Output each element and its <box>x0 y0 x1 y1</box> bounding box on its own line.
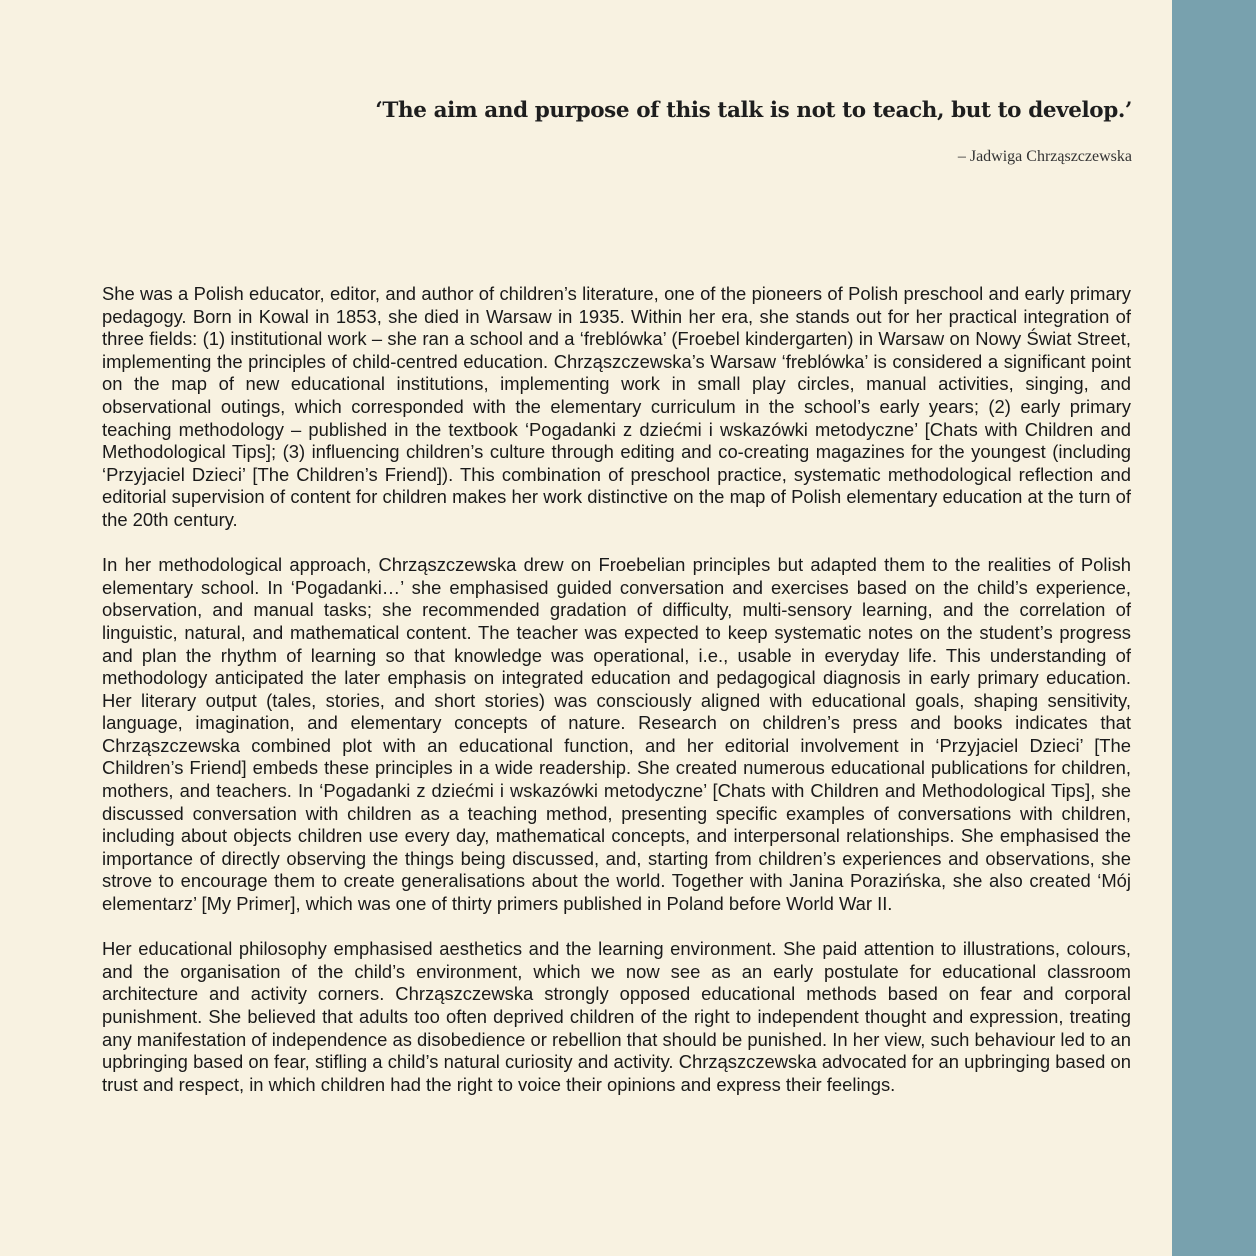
epigraph-quote: ‘The aim and purpose of this talk is not to teach, but to develop.’ <box>375 98 1132 123</box>
paragraph-philosophy: Her educational philosophy emphasised aesthetics and the learning environment. She paid attention to illustrations, colours, and the organisation of the child’s environment, which we now see as an early postulate for educational classroom architecture and activity corners. Chrząszczewska strongly opposed educational methods based on fear and corporal punishment. She believed that adults too often deprived children of the right to independent thought and expression, treating any manifestation of independence as disobedience or rebellion that should be punished. In her view, such behaviour led to an upbringing based on fear, stifling a child’s natural curiosity and activity. Chrząszczewska advocated for an upbringing based on trust and respect, in which children had the right to voice their opinions and express their feelings. <box>102 938 1131 1095</box>
paragraph-biography: She was a Polish educator, editor, and author of children’s literature, one of the pioneers of Polish preschool and early primary pedagogy. Born in Kowal in 1853, she died in Warsaw in 1935. Within her era, she stands out for her practical integration of three fields: (1) institutional work – she ran a school and a ‘freblówka’ (Froebel kindergarten) in Warsaw on Nowy Świat Street, implementing the principles of child-centred education. Chrząszczewska’s Warsaw ‘freblówka’ is considered a significant point on the map of new educational institutions, implementing work in small play circles, manual activities, singing, and observational outings, which corresponded with the elementary curriculum in the school’s early years; (2) early primary teaching methodology – published in the textbook ‘Pogadanki z dziećmi i wskazówki metodyczne’ [Chats with Children and Methodological Tips]; (3) influencing children’s culture through editing and co-creating magazines for the youngest (including ‘Przyjaciel Dzieci’ [The Children’s Friend]). This combination of preschool practice, systematic methodological reflection and editorial supervision of content for children makes her work distinctive on the map of Polish elementary education at the turn of the 20th century. <box>102 283 1131 530</box>
quote-attribution: – Jadwiga Chrząszczewska <box>957 148 1132 165</box>
paragraph-methodology: In her methodological approach, Chrząszczewska drew on Froebelian principles but adapted them to the realities of Polish elementary school. In ‘Pogadanki…’ she emphasised guided conversation and exercises based on the child’s experience, observation, and manual tasks; she recommended gradation of difficulty, multi-sensory learning, and the correlation of linguistic, natural, and mathematical content. The teacher was expected to keep systematic notes on the student’s progress and plan the rhythm of learning so that knowledge was operational, i.e., usable in everyday life. This understanding of methodology anticipated the later emphasis on integrated education and pedagogical diagnosis in early primary education. Her literary output (tales, stories, and short stories) was consciously aligned with educational goals, shaping sensitivity, language, imagination, and elementary concepts of nature. Research on children’s press and books indicates that Chrząszczewska combined plot with an educational function, and her editorial involvement in ‘Przyjaciel Dzieci’ [The Children’s Friend] embeds these principles in a wide readership. She created numerous educational publications for children, mothers, and teachers. In ‘Pogadanki z dziećmi i wskazówki metodyczne’ [Chats with Children and Methodological Tips], she discussed conversation with children as a teaching method, presenting specific examples of conversations with children, including about objects children use every day, mathematical concepts, and interpersonal relationships. She emphasised the importance of directly observing the things being discussed, and, starting from children’s experiences and observations, she strove to encourage them to create generalisations about the world. Together with Janina Porazińska, she also created ‘Mój elementarz’ [My Primer], which was one of thirty primers published in Poland before World War II. <box>102 554 1131 915</box>
biography-text <box>102 283 1131 1119</box>
side-color-band <box>1172 0 1256 1256</box>
